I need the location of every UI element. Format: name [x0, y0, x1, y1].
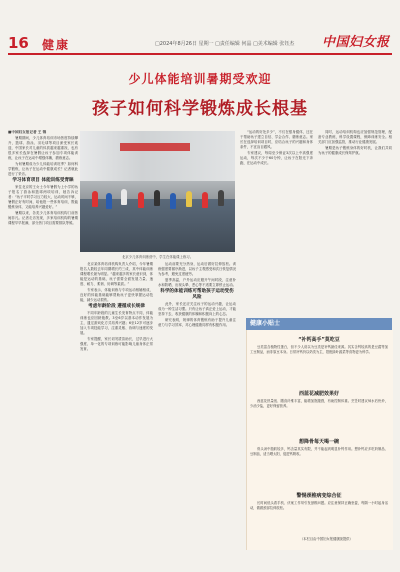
- photo-caption: 北京少儿体育训练营中，学生在体能课上练习。: [121, 255, 194, 259]
- paragraph: 专家建议，每周至少保证3次以上中高强度运动，每次不少于60分钟，让孩子在阳光下奔跑、在运动中成长。: [240, 151, 313, 165]
- figure-shape: [170, 193, 176, 209]
- article-photo: [80, 131, 235, 252]
- tip-heading: 西蓝花减肥效果好: [298, 391, 339, 397]
- tip-text: 骨头汤中脂肪较多，钙含量其实有限，并不能起到明显补钙作用。想补钙应多吃奶制品、豆制品，适当晒太阳，促进钙吸收。: [250, 447, 388, 456]
- subhead: 学习体育项目 体能训练受青睐: [12, 178, 74, 183]
- paragraph: 北京某体育培训机构负责人介绍，今年暑期报名人数较去年同期增长约三成，其中体能训练课程增长最为明显。“越来越多的家长意识到，体能是运动的基础，孩子需要全面发展力量、速度、耐力、柔韧、协调等素质。”: [80, 262, 153, 286]
- edition-info: □2024年8月26日 星期一 □责任编辑 何晶 □美术编辑 张钰杰: [155, 41, 295, 47]
- paragraph: 不同年龄段的儿童生长发育特点不同，体能训练也应因龄施教。3至6岁以基本动作发展为主，通过游戏化方式培养兴趣；6至12岁可逐步加入专项技能学习，注重灵敏、协调与速度的发展。: [80, 311, 153, 335]
- section-name: 健康: [42, 38, 71, 52]
- paragraph: 同时，运动培训机构也应加强规范管理，配备专业教练，科学设置课程，保障训练安全。相关部门应加强监管，推动行业健康发展。: [318, 130, 392, 144]
- article-column-1: [8, 130, 78, 555]
- tip-text: 西蓝花热量低、膳食纤维丰富，能增加饱腹感，有助控制体重。烹饪时建议焯水后快炒，少油少盐，更好保留营养。: [250, 399, 388, 408]
- article-column-3: [158, 262, 236, 552]
- tip-text: 豆类富含植物性蛋白，但不少人误以为豆类是补钙最佳来源。其实含钙较高的是豆腐等加工豆制品，而非原豆本身。日常补钙仍以奶类为主，搭配绿叶蔬菜等食物更为科学。: [250, 345, 388, 354]
- page-number: 16: [8, 34, 29, 52]
- paragraph: 专家提醒，家长切勿拔苗助长，过早进行大强度、单一化的专项训练可能影响儿童身体正常发育。: [80, 337, 153, 351]
- figure-shape: [218, 190, 224, 206]
- subhead: 考虑年龄阶段 遵循成长规律: [88, 304, 145, 309]
- paragraph: 暑期以来，各类少儿体育培训机构门前热闹非凡。记者走访发现，多家培训机构的暑期课程早早报满，部分热门项目需要排队等候。: [8, 211, 78, 225]
- paragraph: 研究表明，规律的体育锻炼有助于提升儿童注意力与学习效率，对心理健康同样有积极作用。: [158, 318, 236, 327]
- page-header: [0, 0, 400, 56]
- paragraph: 暑期是孩子锻炼身体的好时机，让我们共同为孩子的健康成长保驾护航。: [318, 146, 392, 155]
- sidebar-source-note: （本栏目由中国妇女报健康版提供）: [300, 537, 353, 541]
- tip-text: 长时间低头看手机、伏案工作易引发颈椎问题。应注意保持正确坐姿，每隔一小时起身活动，做做颈部拉伸放松。: [250, 501, 388, 510]
- article-subtitle: 少儿体能培训暑期受欢迎: [128, 72, 272, 86]
- paragraph: 运动前要充分热身，运动后做好拉伸放松。训练强度要循序渐进，以孩子主观感受和次日恢复情况为参考，避免过度疲劳。: [158, 262, 236, 276]
- paragraph: 专家表示，体能训练与专项运动相辅相成，良好的体能基础能够帮助孩子更快掌握运动技能，减少运动损伤。: [80, 288, 153, 302]
- paragraph: 此外，家长还应关注孩子的运动兴趣，让运动成为一种生活习惯。只有让孩子真正爱上运动，才能坚持下去，收获健康的体魄和积极向上的心态。: [158, 302, 236, 316]
- article-column-2: [80, 262, 153, 552]
- figure-shape: [121, 189, 127, 205]
- header-rule: [8, 53, 392, 55]
- figure-shape: [154, 190, 160, 206]
- paragraph: “运动的好处多少”，不仅在强身健体，还在于帮助孩子建立自信、学会合作、磨练意志。家长在选择培训项目时，应结合孩子的兴趣和身体条件，不宜盲目跟风。: [240, 130, 313, 149]
- health-tips-title: 健康小贴士: [246, 318, 392, 330]
- figure-shape: [92, 191, 98, 207]
- article-headline: 孩子如何科学锻炼成长根基: [92, 99, 308, 119]
- figure-shape: [138, 192, 144, 208]
- paragraph: 夏季高温，户外运动应避开午间时段，注意补水和防晒，出现头晕、恶心等不适要立即停止运动。: [158, 278, 236, 287]
- figure-shape: [202, 192, 208, 208]
- paragraph: 暑期期间，少儿体育培训市场热度持续攀升，篮球、游泳、羽毛球等项目深受家长欢迎，中国家长对儿童的体质越来越重视，也有很多家长选择在暑假让孩子参加专项体能训练，让孩子在运动中增强体魄，磨练意志。: [8, 136, 78, 160]
- tip-heading: “补钙高手”莫吃豆: [298, 337, 340, 343]
- byline: ■中国妇女报记者 王 锦: [8, 130, 47, 134]
- figure-shape: [186, 191, 192, 207]
- paragraph: 家住北京的王女士今年暑假为上小学的孩子报名了游泳和篮球两项培训，她告诉记者：“孩子平时学习压力较大，运动时间不够，暑假正好有时间，给他报一些体育培训，既能锻炼身体，又能培养兴趣爱好。”: [8, 185, 78, 209]
- paragraph: 为何暑期成为少儿体能培训旺季？如何科学锻炼，让孩子在运动中健康成长？记者就此进行了采访。: [8, 162, 78, 176]
- tip-heading: 警惕颈椎病变综合征: [296, 493, 342, 499]
- newspaper-masthead: 中国妇女报: [322, 35, 390, 50]
- article-column-5: [318, 130, 392, 315]
- tip-heading: 想降骨每天喝一碗: [298, 439, 339, 445]
- article-column-4: [240, 130, 313, 315]
- subhead: 科学的体能训练可帮助孩子运动受伤风险: [160, 289, 234, 300]
- figure-shape: [106, 193, 112, 209]
